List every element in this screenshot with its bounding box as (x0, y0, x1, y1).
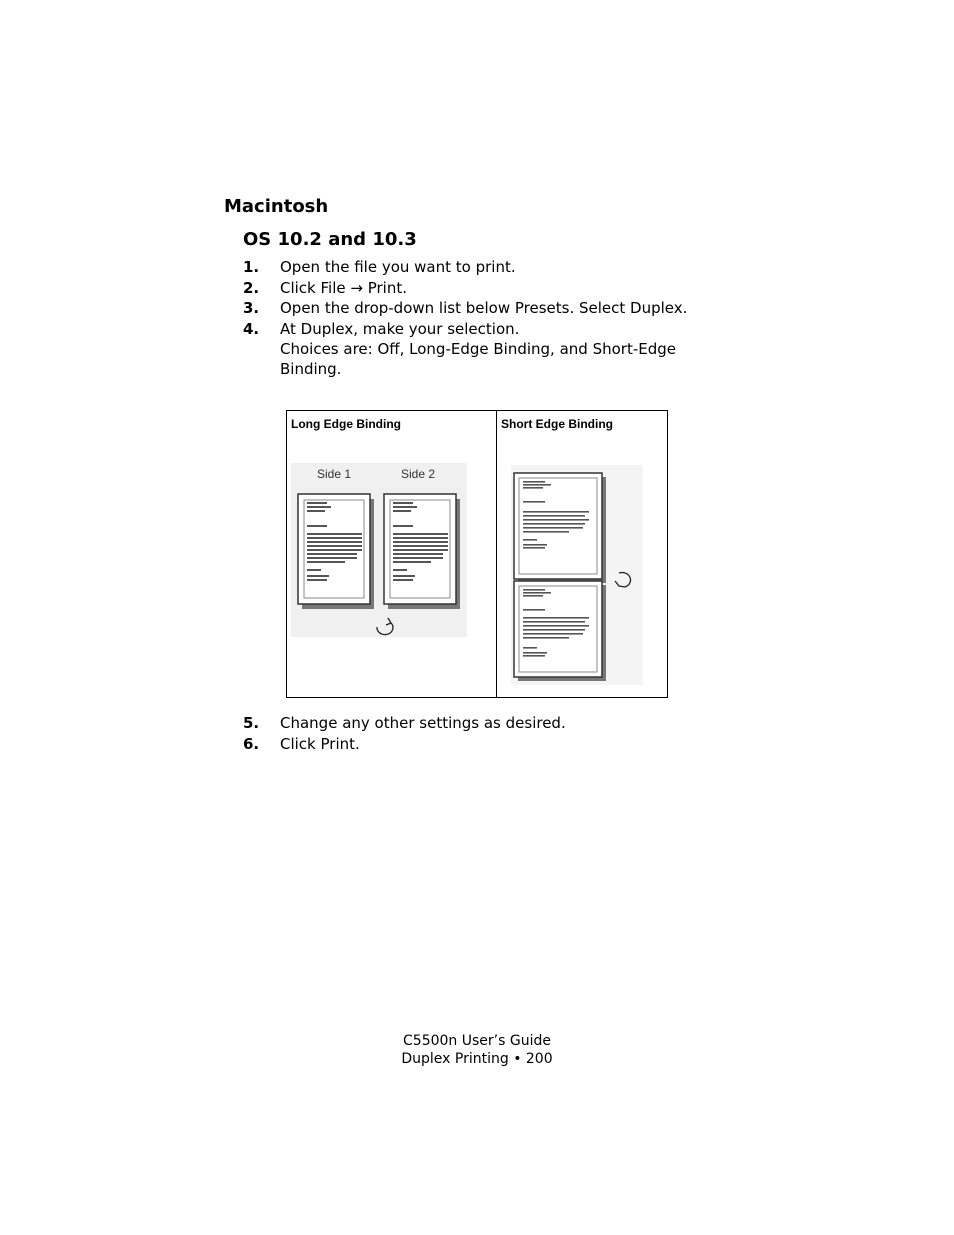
step-text: Click File → Print. (280, 278, 407, 297)
page-top-icon (514, 473, 606, 583)
step-number: 3. (243, 299, 260, 318)
duplex-binding-figure (286, 410, 668, 698)
short-edge-cell (497, 411, 667, 697)
steps-list-continued (243, 713, 566, 754)
side2-label: Side 2 (401, 467, 436, 481)
list-item (243, 298, 710, 318)
list-item (243, 734, 566, 754)
short-edge-title: Short Edge Binding (501, 417, 613, 431)
step-text: At Duplex, make your selection. (280, 319, 520, 338)
footer-guide-title: C5500n User’s Guide (403, 1033, 551, 1049)
page-side1-icon (298, 494, 374, 609)
step-number: 4. (243, 319, 260, 338)
page-side2-icon (384, 494, 460, 609)
list-item (243, 713, 566, 733)
long-edge-illustration (287, 411, 496, 697)
list-item (243, 278, 710, 298)
list-item (243, 319, 710, 379)
long-edge-cell (287, 411, 497, 697)
step-number: 1. (243, 258, 260, 276)
step-number: 6. (243, 734, 260, 753)
step-extra: Choices are: Off, Long-Edge Binding, and Short-Edge Binding. (280, 339, 676, 378)
footer-page-info: Duplex Printing • 200 (401, 1051, 553, 1067)
step-text: Open the file you want to print. (280, 258, 516, 276)
step-number: 5. (243, 714, 260, 732)
step-text: Change any other settings as desired. (280, 714, 566, 732)
step-text: Click Print. (280, 734, 360, 753)
list-item (243, 257, 710, 277)
step-number: 2. (243, 278, 260, 297)
short-edge-illustration (497, 411, 667, 697)
step-text: Open the drop-down list below Presets. Select Duplex. (280, 299, 688, 318)
subsection-title: OS 10.2 and 10.3 (243, 229, 417, 250)
side1-label: Side 1 (317, 467, 352, 481)
steps-list (243, 257, 710, 379)
section-title: Macintosh (224, 196, 329, 217)
page-bottom-icon (514, 581, 606, 681)
long-edge-title: Long Edge Binding (291, 417, 401, 431)
